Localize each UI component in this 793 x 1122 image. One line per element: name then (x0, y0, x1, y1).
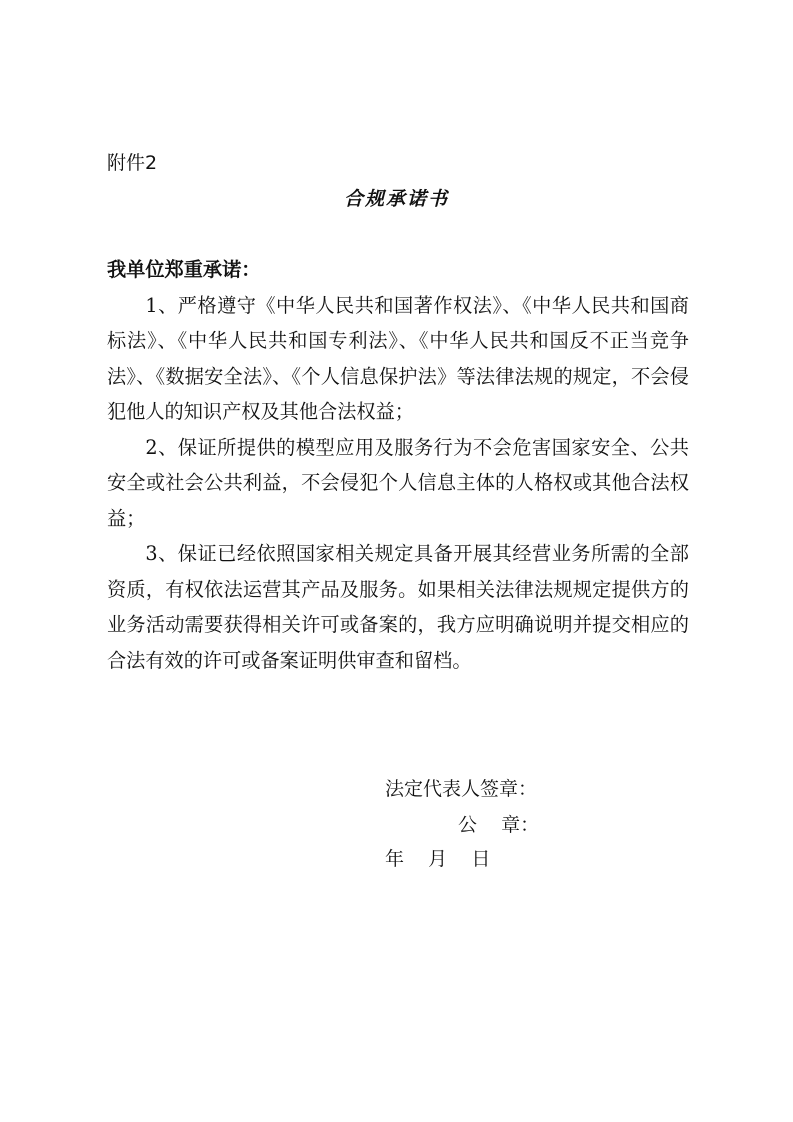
commitment-clause-2: 2、保证所提供的模型应用及服务行为不会危害国家安全、公共安全或社会公共利益，不会侵犯个人信息主体的人格权或其他合法权益； (107, 435, 689, 530)
commitment-clause-3: 3、保证已经依照国家相关规定具备开展其经营业务所需的全部资质，有权依法运营其产品及服务。如果相关法律法规规定提供方的业务活动需要获得相关许可或备案的，我方应明确说明并提交相应的合法有效的许可或备案证明供审查和留档。 (107, 542, 689, 672)
legal-representative-signature-label: 法定代表人签章： (385, 778, 538, 800)
attachment-label: 附件2 (107, 152, 158, 174)
date-line: 年 月 日 (385, 848, 491, 870)
commitment-body (107, 252, 689, 678)
commitment-clause-1: 1、严格遵守《中华人民共和国著作权法》、《中华人民共和国商标法》、《中华人民共和国专利法》、《中华人民共和国反不正当竞争法》、《数据安全法》、《个人信息保护法》等法律法规的规定，不会侵犯他人的知识产权及其他合法权益； (107, 293, 689, 423)
document-title: 合规承诺书 (343, 188, 449, 210)
official-seal-label: 公 章： (458, 814, 540, 836)
commitment-lead: 我单位郑重承诺： (107, 258, 261, 281)
